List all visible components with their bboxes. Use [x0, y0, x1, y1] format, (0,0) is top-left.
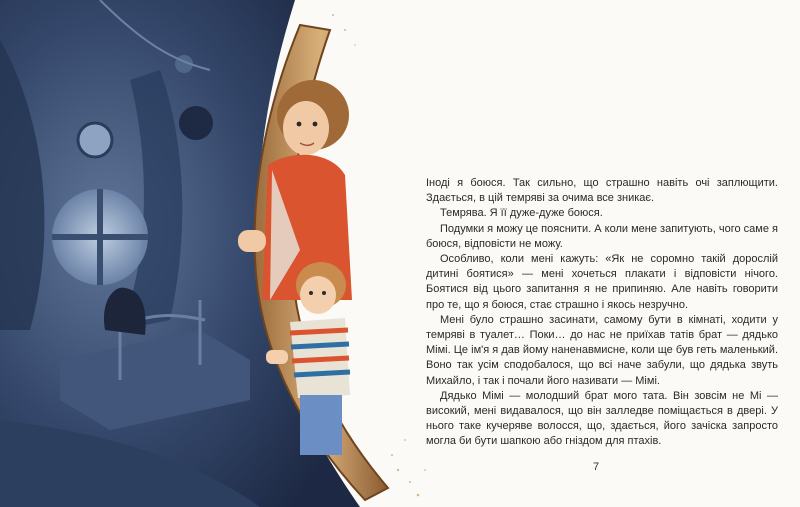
paragraph: Особливо, коли мені кажуть: «Як не соромно такій дорослій дитині боятися» — мені хочеться плакати і відповісти нічого. Боятися від цього запитання я не припиняю. Але навіть говорити про те, що я боюся, стає страшно і якось незручно.: [426, 253, 778, 311]
paragraph: Подумки я можу це пояснити. А коли мене запитують, чого саме я боюся, відповісти не можу.: [426, 222, 778, 250]
paragraph: Іноді я боюся. Так сильно, що страшно навіть очі заплющити. Здається, в цій темряві за очима все зникає.: [426, 177, 778, 205]
paragraph: Темрява. Я її дуже-дуже боюся.: [440, 207, 603, 220]
paragraph: Дядько Мімі — молодший брат мого тата. Він зовсім не Мі — високий, мені видавалося, що він залледве поміщається в двері. У нього таке кучеряве волосся, що, здається, його зачіска запросто могла би бути шапкою або гніздом для птахів.: [426, 389, 778, 448]
planet: [179, 106, 213, 140]
paragraph: Мені було страшно засинати, самому бути в кімнаті, ходити у темряві в туалет… Поки… до нас не приїхав татів брат — дядько Мімі. Це ім'я я дав йому наненавмисне, коли ще був геть маленький. Воно так усім сподобалося, що всі наче забули, що дядька звуть Михайло, і так і почали його називати — Мімі.: [426, 313, 778, 387]
story-text: [426, 176, 778, 450]
porthole: [78, 123, 112, 157]
page-number: 7: [592, 461, 600, 473]
